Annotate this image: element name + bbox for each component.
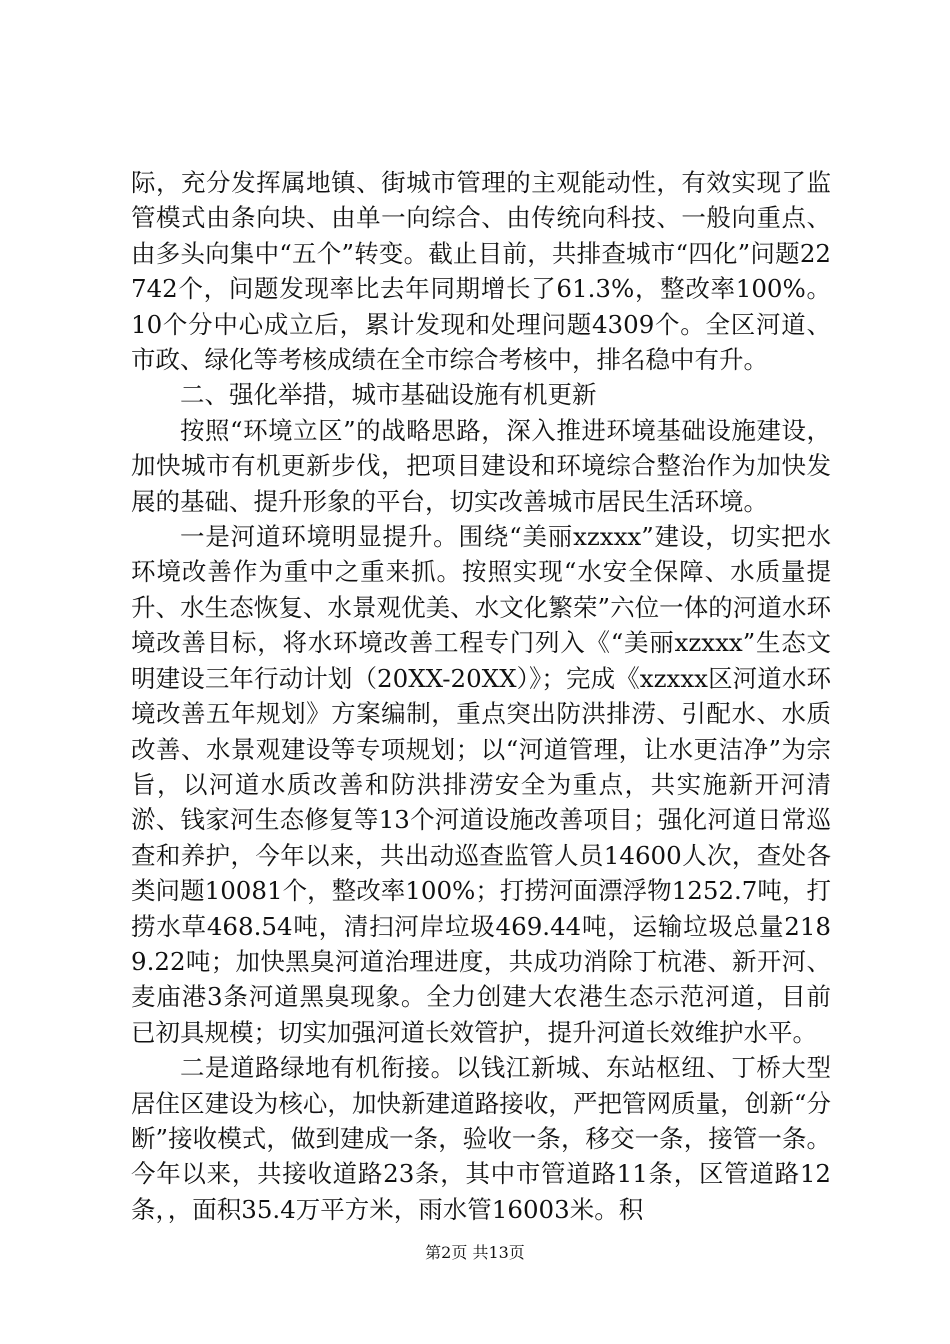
paragraph-river: 一是河道环境明显提升。围绕“美丽xzxxx”建设，切实把水环境改善作为重中之重来抓。按照实现“水安全保障、水质量提升、水生态恢复、水景观优美、水文化繁荣”六位一体的河道水环境改善目标，将水环境改善工程专门列入《“美丽xzxxx”生态文明建设三年行动计划（20XX-20XX）》；完成《xzxxx区河道水环境改善五年规划》方案编制，重点突出防洪排涝、引配水、水质改善、水景观建设等专项规划；以“河道管理，让水更洁净”为宗旨，以河道水质改善和防洪排涝安全为重点，共实施新开河清淤、钱家河生态修复等13个河道设施改善项目；强化河道日常巡查和养护，今年以来，共出动巡查监管人员14600人次，查处各类问题10081个，整改率100%；打捞河面漂浮物1252.7吨，打捞水草468.54吨，清扫河岸垃圾469.44吨，运输垃圾总量2189.22吨；加快黑臭河道治理进度，共成功消除丁杭港、新开河、麦庙港3条河道黑臭现象。全力创建大农港生态示范河道，目前已初具规模；切实加强河道长效管护，提升河道长效维护水平。 — [131, 522, 831, 1047]
page-number-footer: 第2页 共13页 — [425, 1243, 525, 1262]
section-heading: 二、强化举措，城市基础设施有机更新 — [180, 380, 597, 410]
paragraph-roads: 二是道路绿地有机衔接。以钱江新城、东站枢纽、丁桥大型居住区建设为核心，加快新建道路接收，严把管网质量，创新“分断”接收模式，做到建成一条，验收一条，移交一条，接管一条。今年以来，共接收道路23条，其中市管道路11条，区管道路12条，，面积35.4万平方米，雨水管16003米。积 — [131, 1053, 831, 1224]
paragraph-continuation: 际，充分发挥属地镇、街城市管理的主观能动性，有效实现了监管模式由条向块、由单一向综合、由传统向科技、一般向重点、由多头向集中“五个”转变。截止目前，共排查城市“四化”问题22742个，问题发现率比去年同期增长了61.3%，整改率100%。10个分中心成立后，累计发现和处理问题4309个。全区河道、市政、绿化等考核成绩在全市综合考核中，排名稳中有升。 — [131, 168, 831, 375]
document-body — [131, 165, 831, 1227]
paragraph-intro: 按照“环境立区”的战略思路，深入推进环境基础设施建设，加快城市有机更新步伐，把项目建设和环境综合整治作为加快发展的基础、提升形象的平台，切实改善城市居民生活环境。 — [131, 415, 831, 516]
